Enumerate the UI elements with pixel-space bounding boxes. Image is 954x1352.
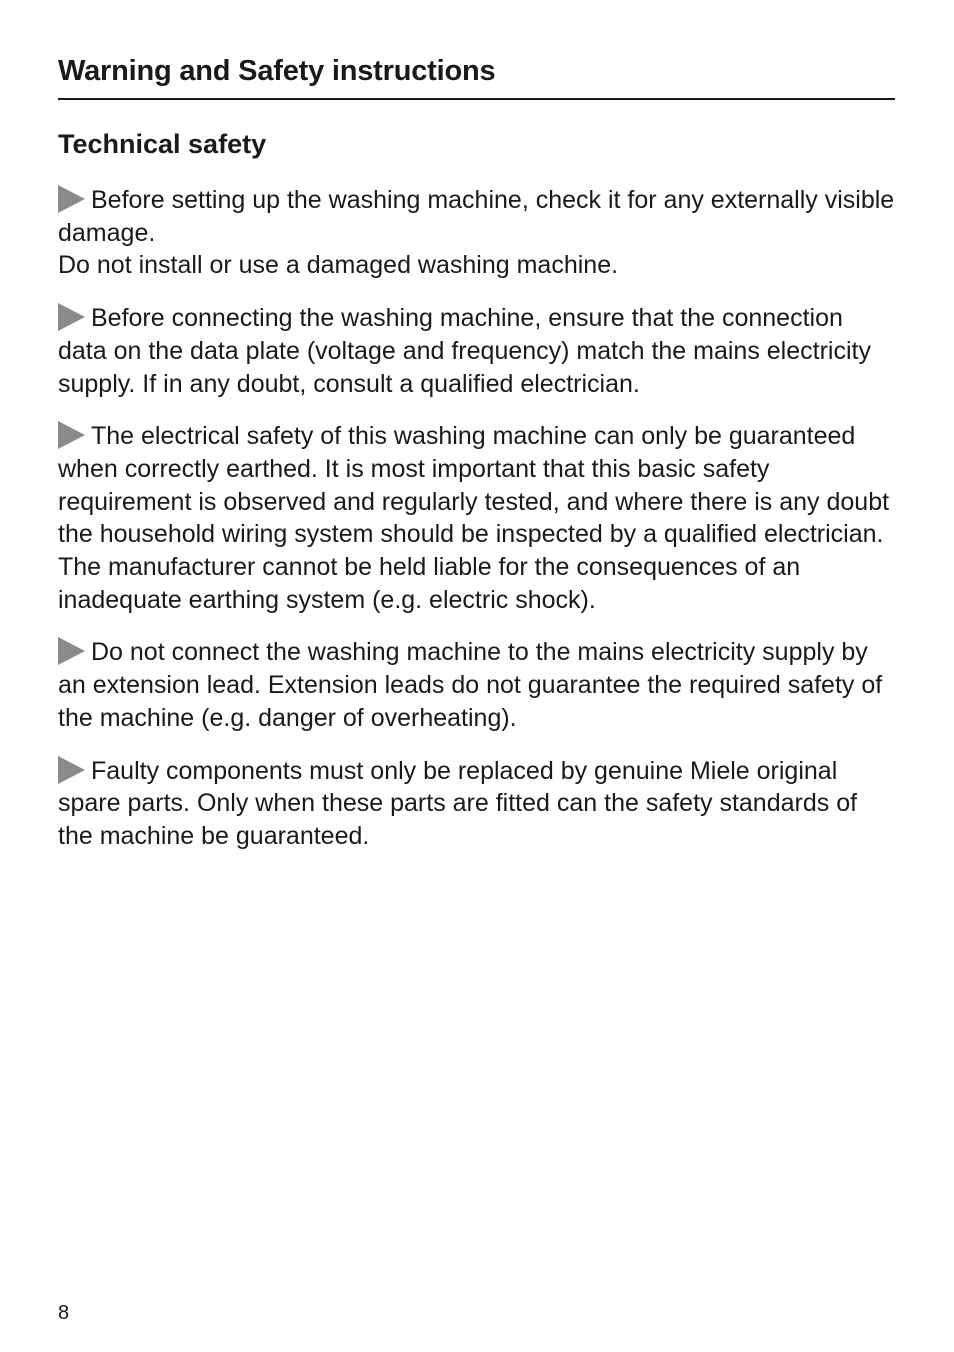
instructions-list: [58, 184, 898, 873]
instruction-text: [58, 636, 898, 734]
instruction-text-first: Faulty components must only be replaced by genuine Miele original spare parts. Only when these parts are fitted can the safety standards of the machine be guaranteed.: [58, 756, 858, 850]
page-header: [58, 52, 895, 100]
instruction-text: [58, 755, 898, 853]
instruction-item: [58, 184, 898, 282]
arrow-right-icon: [58, 756, 85, 784]
instruction-text-second: Do not install or use a damaged washing machine.: [58, 251, 619, 280]
instruction-item: [58, 636, 898, 734]
section-title: Technical safety: [58, 129, 267, 159]
arrow-right-icon: [58, 303, 85, 331]
page-number: 8: [58, 1302, 70, 1324]
arrow-right-icon: [58, 185, 85, 213]
instruction-text-first: Before connecting the washing machine, ensure that the connection data on the data plate (voltage and frequency) match the mains electricity supply. If in any doubt, consult a qualified electrician.: [58, 304, 871, 398]
arrow-right-icon: [58, 637, 85, 665]
arrow-right-icon: [58, 421, 85, 449]
page-title: Warning and Safety instructions: [58, 55, 496, 87]
instruction-text-first: The electrical safety of this washing machine can only be guaranteed when correctly earthed. It is most important that this basic safety requirement is observed and regularly tested, and where there is any doubt the household wiring system should be inspected by a qualified electrician. The manufacturer cannot be held liable for the consequences of an inadequate earthing system (e.g. electric shock).: [58, 422, 890, 614]
instruction-item: [58, 302, 898, 400]
instruction-item: [58, 755, 898, 853]
instruction-text: [58, 184, 898, 249]
instruction-item: [58, 420, 898, 616]
instruction-text-first: Before setting up the washing machine, check it for any externally visible damage.: [58, 186, 895, 247]
instruction-text: [58, 302, 898, 400]
instruction-text: [58, 420, 898, 616]
instruction-text-first: Do not connect the washing machine to the mains electricity supply by an extension lead. Extension leads do not guarantee the required safety of the machine (e.g. danger of overheating).: [58, 638, 883, 732]
